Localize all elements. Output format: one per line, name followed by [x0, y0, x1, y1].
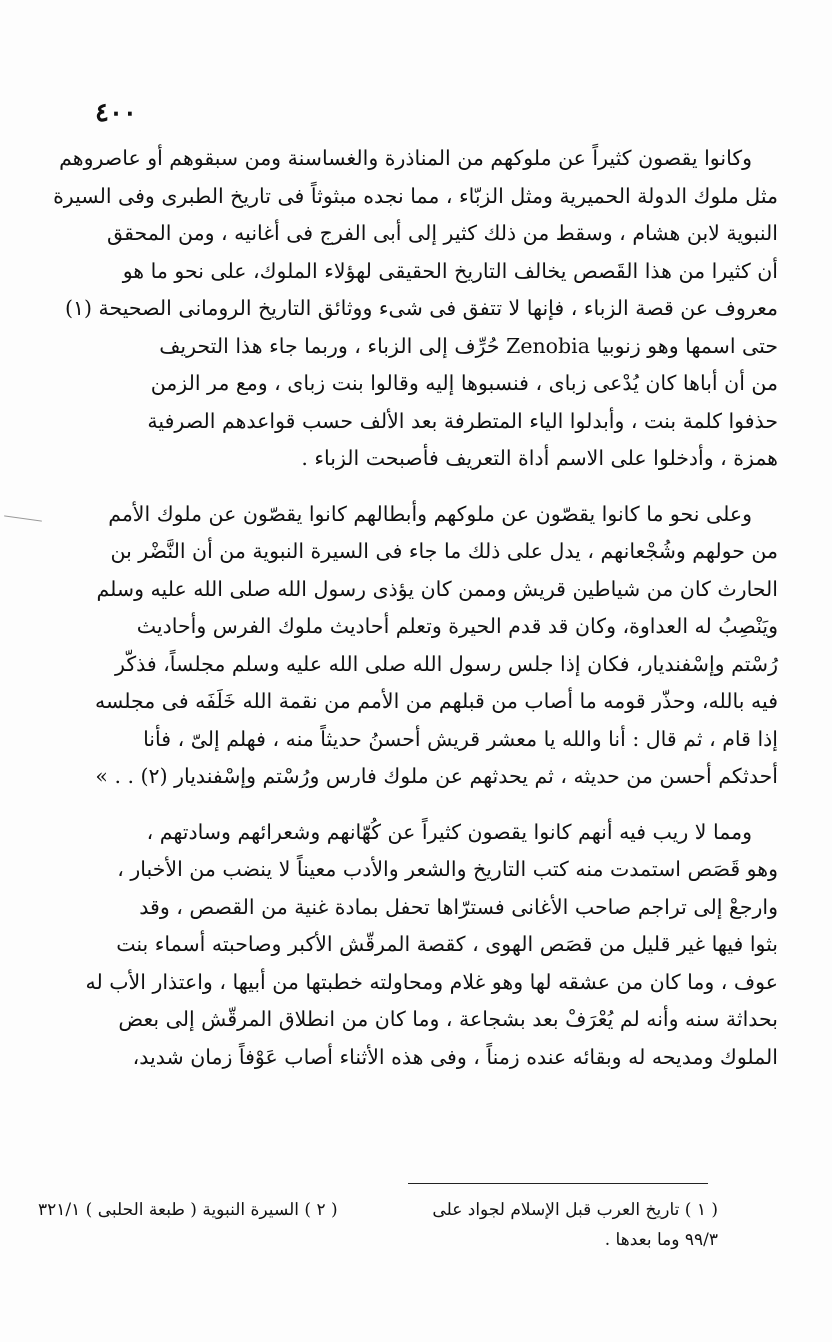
- text-line: وعلى نحو ما كانوا يقصّون عن ملوكهم وأبطالهم كانوا يقصّون عن ملوك الأمم: [108, 501, 752, 526]
- text-line: فيه بالله، وحذّر قومه ما أصاب من قبلهم من الأمم من نقمة الله خَلَفَه فى مجلسه: [94, 689, 778, 713]
- text-line: بحداثة سنه وأنه لم يُعْرَفْ بعد بشجاعة ، وما كان من انطلاق المرقّش إلى بعض: [118, 1007, 778, 1031]
- footnote-line: [38, 1195, 718, 1225]
- text-line: بثوا فيها غير قليل من قصَص الهوى ، كقصة المرقّش الأكبر وصاحبته أسماء بنت: [116, 932, 778, 956]
- text-line: النبوية لابن هشام ، وسقط من ذلك كثير إلى أبى الفرج فى أغانيه ، ومن المحقق: [107, 221, 778, 245]
- text-line: الملوك ومديحه له وبقائه عنده زمناً ، وفى هذه الأثناء أصاب عَوْفاً زمان شديد،: [132, 1044, 778, 1069]
- footnotes: [38, 1195, 718, 1255]
- text-line: معروف عن قصة الزباء ، فإنها لا تتفق فى شىء ووثائق التاريخ الرومانى الصحيحة (١): [64, 296, 778, 320]
- paragraph: [38, 140, 778, 478]
- body-text: [38, 140, 778, 1094]
- text-line: وكانوا يقصون كثيراً عن ملوكهم من المناذرة والغساسنة ومن سبقوهم أو عاصروهم: [59, 146, 752, 170]
- text-line: همزة ، وأدخلوا على الاسم أداة التعريف فأصبحت الزباء .: [301, 446, 778, 470]
- text-line: وارجعْ إلى تراجم صاحب الأغانى فسترّاها تحفل بمادة غنية من القصص ، وقد: [139, 894, 778, 919]
- margin-mark: [4, 515, 42, 521]
- text-line: ويَنْصِبُ له العداوة، وكان قد قدم الحيرة وتعلم أحاديث ملوك الفرس وأحاديث: [136, 614, 778, 638]
- paragraph: [38, 814, 778, 1077]
- text-line: من أن أباها كان يُدْعى زباى ، فنسبوها إليه وقالوا بنت زباى ، ومع مر الزمن: [150, 371, 778, 395]
- text-line: مثل ملوك الدولة الحميرية ومثل الزبّاء ، مما نجده مبثوثاً فى تاريخ الطبرى وفى السيرة: [53, 183, 778, 208]
- text-line: وهو قَصَص استمدت منه كتب التاريخ والشعر والأدب معيناً لا ينضب من الأخبار ،: [117, 857, 778, 881]
- text-line: أحدثكم أحسن من حديثه ، ثم يحدثهم عن ملوك فارس ورُسْتم وإسْفنديار (٢) . . »: [95, 764, 778, 788]
- footnote-1: ( ١ ) تاريخ العرب قبل الإسلام لجواد على: [432, 1200, 718, 1220]
- footnote-line: [38, 1225, 718, 1255]
- text-line: رُسْتم وإسْفنديار، فكان إذا جلس رسول الله صلى الله عليه وسلم مجلساً، فذكّر: [115, 651, 778, 676]
- footnote-divider: [408, 1183, 708, 1184]
- page-number: ٤٠٠: [95, 98, 137, 128]
- text-line: ومما لا ريب فيه أنهم كانوا يقصون كثيراً عن كُهّانهم وشعرائهم وسادتهم ،: [146, 819, 752, 844]
- text-line: إذا قام ، ثم قال : أنا والله يا معشر قريش أحسنُ حديثاً منه ، فهلم إلىّ ، فأنا: [143, 726, 778, 751]
- text-line: عوف ، وما كان من عشقه لها وهو غلام ومحاولته خطبتها من أبيها ، واعتذار الأب له: [85, 969, 778, 994]
- paragraph: [38, 496, 778, 796]
- text-line: حتى اسمها وهو زنوبيا Zenobia حُرِّف إلى الزباء ، وربما جاء هذا التحريف: [159, 333, 778, 358]
- footnote-2: ( ٢ ) السيرة النبوية ( طبعة الحلبى ) ٣٢١/١: [38, 1200, 338, 1220]
- text-line: من حولهم وشُجْعانهم ، يدل على ذلك ما جاء فى السيرة النبوية من أن النَّضْر بن: [110, 539, 778, 563]
- footnote-1-continued: ٩٩/٣ وما بعدها .: [604, 1230, 718, 1250]
- text-line: الحارث كان من شياطين قريش وممن كان يؤذى رسول الله صلى الله عليه وسلم: [96, 576, 778, 601]
- text-line: حذفوا كلمة بنت ، وأبدلوا الياء المتطرفة بعد الألف حسب قواعدهم الصرفية: [147, 408, 778, 433]
- text-line: أن كثيرا من هذا القَصص يخالف التاريخ الحقيقى لهؤلاء الملوك، على نحو ما هو: [122, 258, 778, 283]
